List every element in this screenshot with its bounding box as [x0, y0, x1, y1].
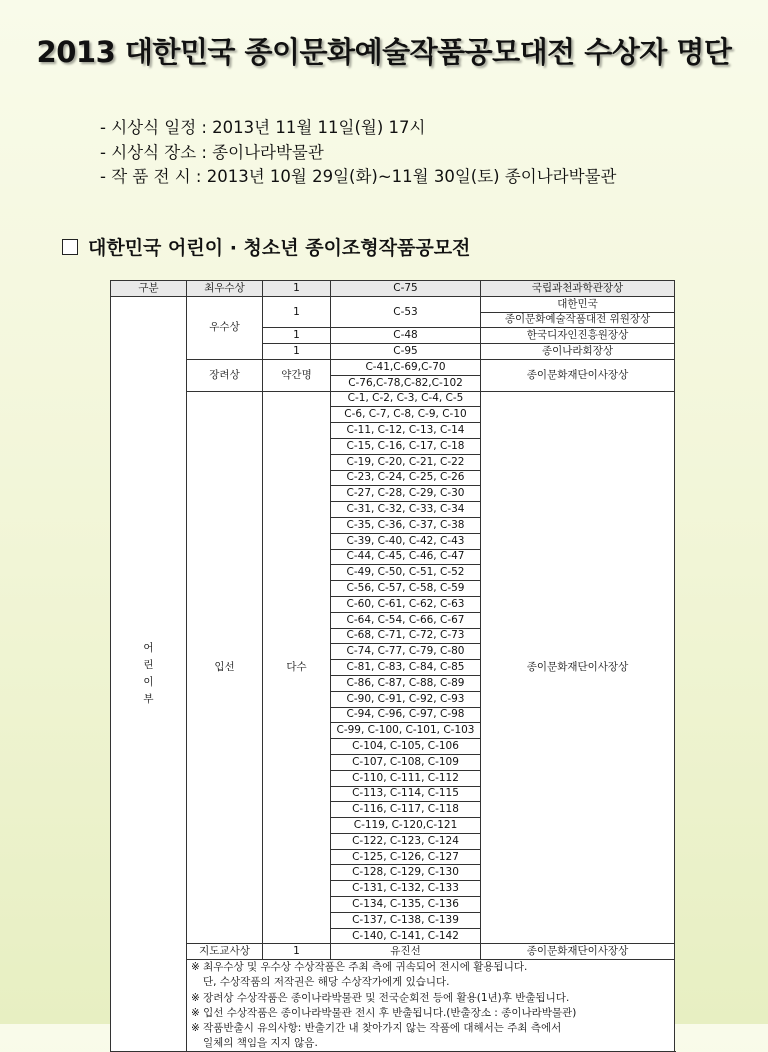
- selection-code: C-6, C-7, C-8, C-9, C-10: [331, 407, 481, 423]
- note-line: ※ 입선 수상작품은 종이나라박물관 전시 후 반출됩니다.(반출장소 : 종이나라박물관): [191, 1006, 577, 1019]
- selection-code: C-134, C-135, C-136: [331, 897, 481, 913]
- selection-code: C-56, C-57, C-58, C-59: [331, 581, 481, 597]
- info-exhibition: - 작 품 전 시 : 2013년 10월 29일(화)~11월 30일(토) 종이나라박물관: [100, 167, 617, 186]
- teacher-prize: 종이문화재단이사장상: [481, 944, 675, 960]
- selection-code: C-49, C-50, C-51, C-52: [331, 565, 481, 581]
- header-grand-prize: 최우수상: [187, 281, 263, 297]
- excellent-label: 우수상: [187, 296, 263, 359]
- selection-count: 다수: [263, 391, 331, 944]
- teacher-name: 유진선: [331, 944, 481, 960]
- excellent-code: C-48: [331, 328, 481, 344]
- selection-code: C-81, C-83, C-84, C-85: [331, 660, 481, 676]
- selection-code: C-68, C-71, C-72, C-73: [331, 628, 481, 644]
- selection-code: C-110, C-111, C-112: [331, 770, 481, 786]
- selection-code: C-23, C-24, C-25, C-26: [331, 470, 481, 486]
- info-ceremony-place: - 시상식 장소 : 종이나라박물관: [100, 142, 324, 162]
- teacher-count: 1: [263, 944, 331, 960]
- awards-table: [110, 280, 675, 1052]
- division-char: 부: [143, 693, 154, 706]
- encouragement-count: 약간명: [263, 359, 331, 391]
- header-grand-award: 국립과천과학관장상: [481, 281, 675, 297]
- excellent-count: 1: [263, 328, 331, 344]
- selection-code: C-125, C-126, C-127: [331, 849, 481, 865]
- header-grand-code: C-75: [331, 281, 481, 297]
- note-line: ※ 장려상 수상작품은 종이나라박물관 및 전국순회전 등에 활용(1년)후 반출됩니다.: [191, 991, 570, 1004]
- encouragement-codes: C-41,C-69,C-70: [331, 359, 481, 375]
- selection-code: C-44, C-45, C-46, C-47: [331, 549, 481, 565]
- selection-code: C-131, C-132, C-133: [331, 881, 481, 897]
- selection-code: C-39, C-40, C-42, C-43: [331, 533, 481, 549]
- selection-code: C-64, C-54, C-66, C-67: [331, 612, 481, 628]
- selection-code: C-113, C-114, C-115: [331, 786, 481, 802]
- table-row: [111, 391, 675, 407]
- selection-code: C-11, C-12, C-13, C-14: [331, 423, 481, 439]
- excellent-code: C-95: [331, 344, 481, 360]
- section-heading: [62, 233, 470, 260]
- selection-code: C-74, C-77, C-79, C-80: [331, 644, 481, 660]
- notes-cell: [187, 960, 675, 1052]
- selection-code: C-86, C-87, C-88, C-89: [331, 675, 481, 691]
- page-title: 2013 대한민국 종이문화예술작품공모대전 수상자 명단: [36, 35, 732, 69]
- excellent-prize-line2: 종이문화예술작품대전 위원장상: [481, 312, 675, 328]
- teacher-label: 지도교사상: [187, 944, 263, 960]
- section-title: 대한민국 어린이 · 청소년 종이조형작품공모전: [88, 237, 471, 259]
- encouragement-codes: C-76,C-78,C-82,C-102: [331, 375, 481, 391]
- division-char: 린: [143, 659, 154, 672]
- selection-code: C-94, C-96, C-97, C-98: [331, 707, 481, 723]
- division-cell: [111, 296, 187, 1052]
- note-line: 단, 수상작품의 저작권은 해당 수상작가에게 있습니다.: [203, 976, 450, 989]
- excellent-count: 1: [263, 296, 331, 328]
- selection-code: C-19, C-20, C-21, C-22: [331, 454, 481, 470]
- selection-code: C-116, C-117, C-118: [331, 802, 481, 818]
- selection-code: C-140, C-141, C-142: [331, 928, 481, 944]
- division-char: 이: [143, 676, 154, 689]
- note-line: ※ 최우수상 및 우수상 수상작품은 주최 측에 귀속되어 전시에 활용됩니다.: [191, 961, 528, 974]
- header-grand-count: 1: [263, 281, 331, 297]
- encouragement-prize: 종이문화재단이사장상: [481, 359, 675, 391]
- selection-code: C-15, C-16, C-17, C-18: [331, 438, 481, 454]
- excellent-prize-line1: 대한민국: [481, 296, 675, 312]
- selection-code: C-119, C-120,C-121: [331, 818, 481, 834]
- excellent-prize: 한국디자인진흥원장상: [481, 328, 675, 344]
- note-line: 일체의 책임을 지지 않음.: [203, 1037, 318, 1050]
- table-header-row: [111, 281, 675, 297]
- excellent-prize: 종이나라회장상: [481, 344, 675, 360]
- table-row: [111, 359, 675, 375]
- header-division: 구분: [111, 281, 187, 297]
- event-info: [100, 116, 616, 190]
- selection-code: C-137, C-138, C-139: [331, 912, 481, 928]
- selection-code: C-99, C-100, C-101, C-103: [331, 723, 481, 739]
- selection-code: C-90, C-91, C-92, C-93: [331, 691, 481, 707]
- selection-prize: 종이문화재단이사장상: [481, 391, 675, 944]
- selection-code: C-122, C-123, C-124: [331, 833, 481, 849]
- checkbox-icon: [62, 239, 78, 255]
- excellent-count: 1: [263, 344, 331, 360]
- selection-code: C-1, C-2, C-3, C-4, C-5: [331, 391, 481, 407]
- note-line: ※ 작품반출시 유의사항: 반출기간 내 찾아가지 않는 작품에 대해서는 주최 측에서: [191, 1022, 562, 1035]
- table-row: [111, 296, 675, 312]
- selection-code: C-35, C-36, C-37, C-38: [331, 517, 481, 533]
- selection-code: C-107, C-108, C-109: [331, 754, 481, 770]
- selection-code: C-27, C-28, C-29, C-30: [331, 486, 481, 502]
- info-ceremony-date: - 시상식 일정 : 2013년 11월 11일(월) 17시: [100, 118, 426, 137]
- excellent-code: C-53: [331, 296, 481, 328]
- selection-label: 입선: [187, 391, 263, 944]
- encouragement-label: 장려상: [187, 359, 263, 391]
- division-char: 어: [143, 642, 154, 655]
- selection-code: C-60, C-61, C-62, C-63: [331, 596, 481, 612]
- selection-code: C-31, C-32, C-33, C-34: [331, 502, 481, 518]
- notes-row: [111, 960, 675, 1052]
- teacher-row: [111, 944, 675, 960]
- selection-code: C-128, C-129, C-130: [331, 865, 481, 881]
- selection-code: C-104, C-105, C-106: [331, 739, 481, 755]
